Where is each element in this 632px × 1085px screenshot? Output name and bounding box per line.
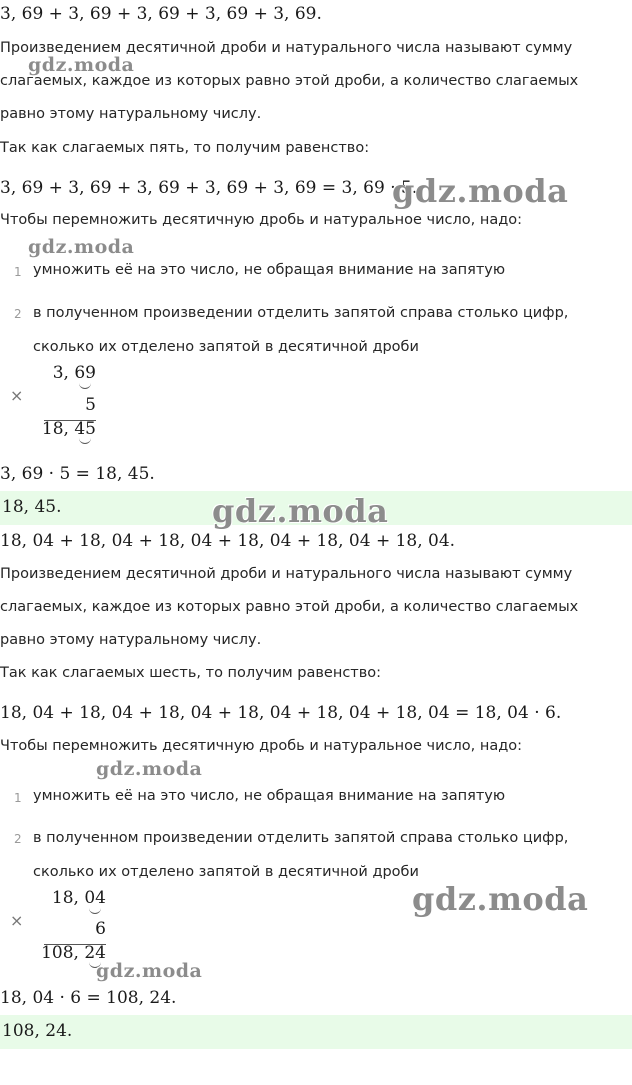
multiply-sign: × [10,911,24,930]
watermark: gdz.moda [412,880,589,918]
comma-arc [79,438,91,444]
step-text: сколько их отделено запятой в десятичной дроби [33,339,419,355]
column-result: 18, 45 [41,419,96,439]
watermark: gdz.moda [392,172,569,210]
watermark: gdz.moda [96,960,203,982]
result-expression: 18, 04 · 6 = 108, 24. [0,988,177,1008]
watermark: gdz.moda [28,236,135,258]
step-text: сколько их отделено запятой в десятичной дроби [33,864,419,880]
column-result: 108, 24 [41,943,106,963]
definition-line: Произведением десятичной дроби и натурального числа называют сумму [0,566,573,582]
count-statement: Так как слагаемых шесть, то получим равенство: [0,665,382,681]
equality-expression: 3, 69 + 3, 69 + 3, 69 + 3, 69 + 3, 69 = 3, 69 · 5. [0,178,418,198]
answer-value: 108, 24. [2,1021,73,1041]
step-number: 1 [14,265,22,279]
answer-box [0,1015,632,1049]
column-multiplier: 6 [95,919,106,939]
column-multiplier: 5 [85,395,96,415]
multiply-sign: × [10,386,24,405]
step-text: умножить её на это число, не обращая внимание на запятую [33,788,506,804]
result-expression: 3, 69 · 5 = 18, 45. [0,464,155,484]
rule-intro: Чтобы перемножить десятичную дробь и натуральное число, надо: [0,212,522,228]
definition-line: Произведением десятичной дроби и натурального числа называют сумму [0,40,573,56]
definition-line: равно этому натуральному числу. [0,106,262,122]
equality-expression: 18, 04 + 18, 04 + 18, 04 + 18, 04 + 18, 04 + 18, 04 = 18, 04 · 6. [0,703,562,723]
step-number: 1 [14,791,22,805]
watermark: gdz.moda [212,492,389,530]
comma-arc [89,908,101,914]
rule-intro: Чтобы перемножить десятичную дробь и натуральное число, надо: [0,738,522,754]
watermark: gdz.moda [96,758,203,780]
step-text: умножить её на это число, не обращая внимание на запятую [33,262,506,278]
comma-arc [79,383,91,389]
column-multiplicand: 3, 69 [52,363,96,383]
watermark: gdz.moda [28,54,135,76]
count-statement: Так как слагаемых пять, то получим равенство: [0,140,370,156]
sum-expression: 18, 04 + 18, 04 + 18, 04 + 18, 04 + 18, 04 + 18, 04. [0,531,456,551]
answer-value: 18, 45. [2,497,62,517]
definition-line: слагаемых, каждое из которых равно этой дроби, а количество слагаемых [0,599,579,615]
sum-expression: 3, 69 + 3, 69 + 3, 69 + 3, 69 + 3, 69. [0,4,322,24]
step-number: 2 [14,307,22,321]
step-number: 2 [14,832,22,846]
step-text: в полученном произведении отделить запятой справа столько цифр, [33,830,569,846]
definition-line: слагаемых, каждое из которых равно этой дроби, а количество слагаемых [0,73,579,89]
step-text: в полученном произведении отделить запятой справа столько цифр, [33,305,569,321]
definition-line: равно этому натуральному числу. [0,632,262,648]
column-multiplicand: 18, 04 [51,888,106,908]
